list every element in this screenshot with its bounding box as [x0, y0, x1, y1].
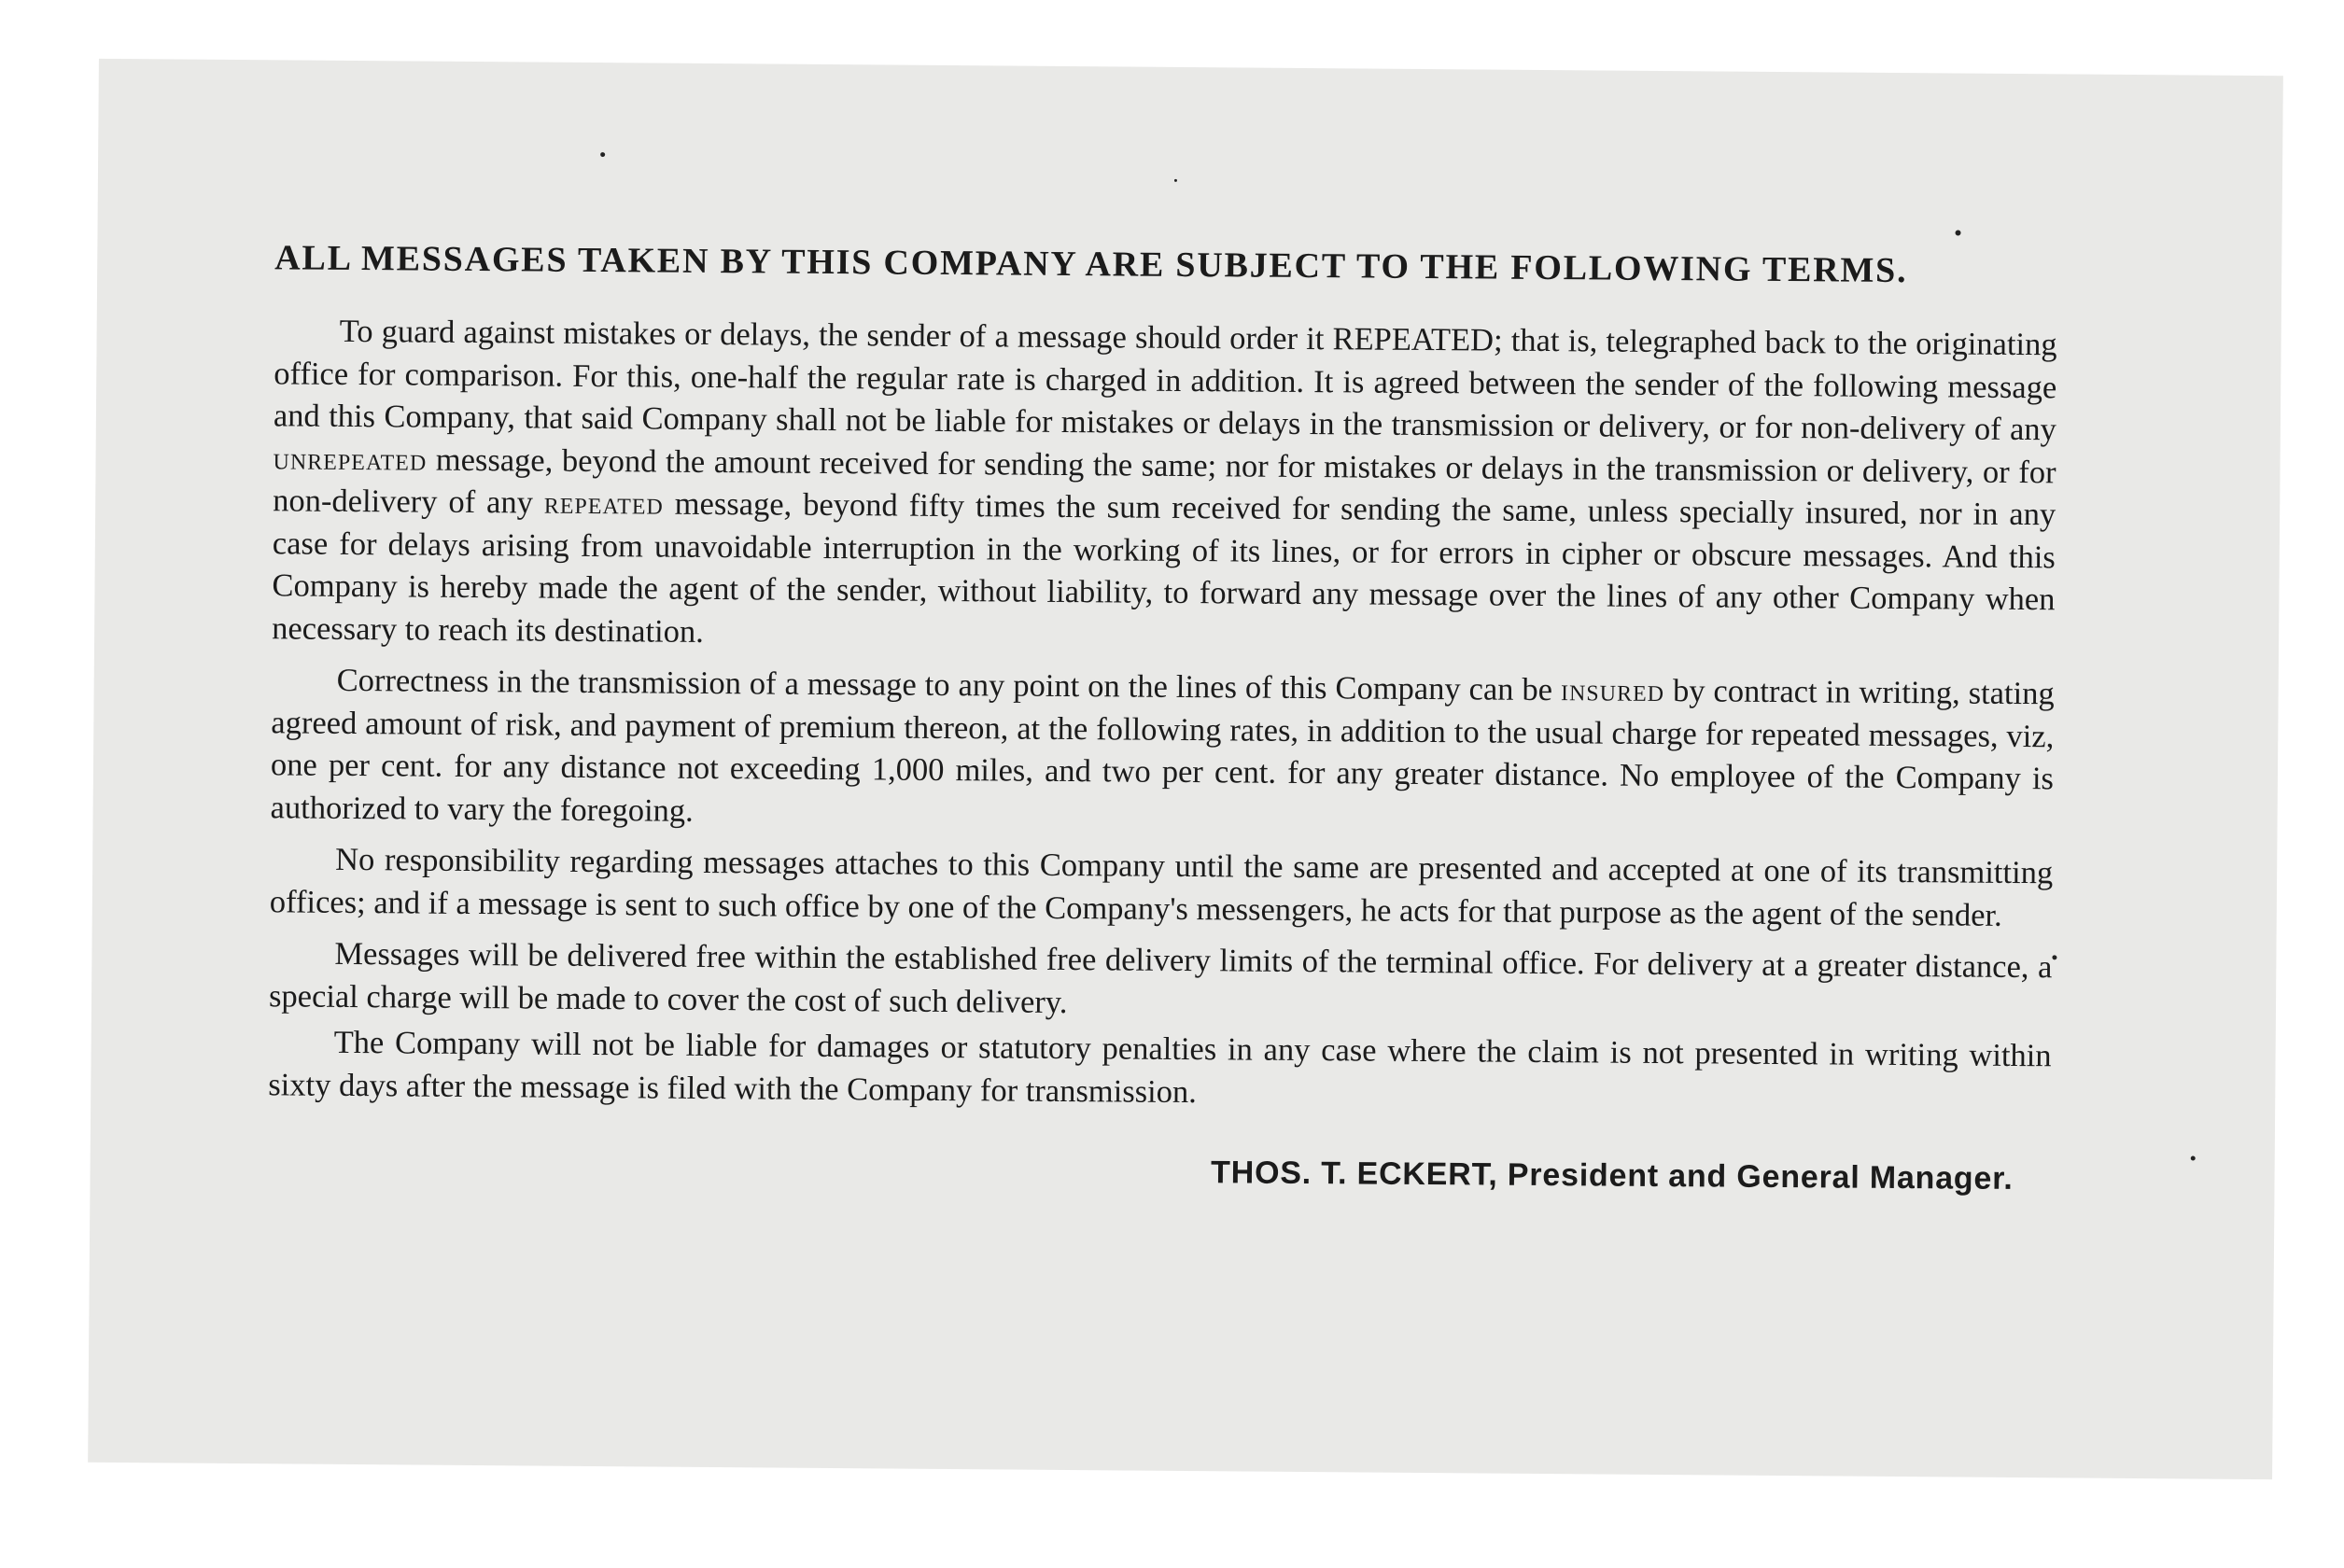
paragraph-text: by contract in writing, stating agreed amount of risk, and payment of premium thereon, at the following rates, in addition to the usual charge for repeated messages, viz, one per cent. for any distance not exceeding 1,000 miles, and two per cent. for any greater distance. No employee of the Company is authorized to vary the foregoing.	[270, 673, 2055, 829]
telegraph-terms-card	[88, 59, 2283, 1479]
ink-speck	[1956, 230, 1961, 235]
repeated-term: repeated	[543, 484, 664, 522]
unrepeated-term: unrepeated	[273, 440, 428, 478]
ink-speck	[1174, 179, 1177, 182]
insured-term: insured	[1560, 672, 1665, 709]
terms-paragraph-insurance	[270, 659, 2054, 843]
ink-speck	[600, 152, 605, 157]
terms-heading: ALL MESSAGES TAKEN BY THIS COMPANY ARE SUBJECT TO THE FOLLOWING TERMS.	[274, 238, 1908, 291]
terms-paragraph-delivery: Messages will be delivered free within the established free delivery limits of the terminal office. For delivery at a greater distance, a special charge will be made to cover the cost of such delivery.	[268, 935, 2053, 1020]
terms-paragraph-repeated-messages	[272, 310, 2057, 664]
paragraph-text: message, beyond the amount received for sending the same; nor for mistakes or delays in the transmission or delivery, or for non-delivery of any	[273, 441, 2056, 521]
ink-speck	[2191, 1155, 2196, 1160]
terms-paragraph-responsibility: No responsibility regarding messages attaches to this Company until the same are presented and accepted at one of its transmitting offices; and if a message is sent to such office by one of the Company's messengers, he acts for that purpose as the agent of the sender.	[269, 841, 2054, 933]
ink-speck	[2052, 955, 2056, 959]
paragraph-text: message, beyond fifty times the sum received for sending the same, unless specially insured, nor in any case for delays arising from unavoidable interruption in the working of its lines, or for errors in cipher or obscure messages. And this Company is hereby made the agent of the sender, without liability, to forward any message over the lines of any other Company when necessary to reach its destination.	[272, 485, 2056, 650]
terms-text-block	[267, 237, 2057, 1197]
paragraph-text: To guard against mistakes or delays, the sender of a message should order it REPEATED; that is, telegraphed back to the originating office for comparison. For this, one-half the regular rate is charged in addition. It is agreed between the sender of the following message and this Company, that said Company shall not be liable for mistakes or delays in the transmission or delivery, or for non-delivery of any	[273, 313, 2057, 448]
paragraph-text: Correctness in the transmission of a message to any point on the lines of this Company can be	[336, 662, 1562, 708]
signature-line: THOS. T. ECKERT, President and General Manager.	[1210, 1155, 2014, 1197]
terms-paragraph-claims: The Company will not be liable for damages or statutory penalties in any case where the claim is not presented in writing within sixty days after the message is filed with the Company for transmission.	[268, 1024, 2052, 1110]
